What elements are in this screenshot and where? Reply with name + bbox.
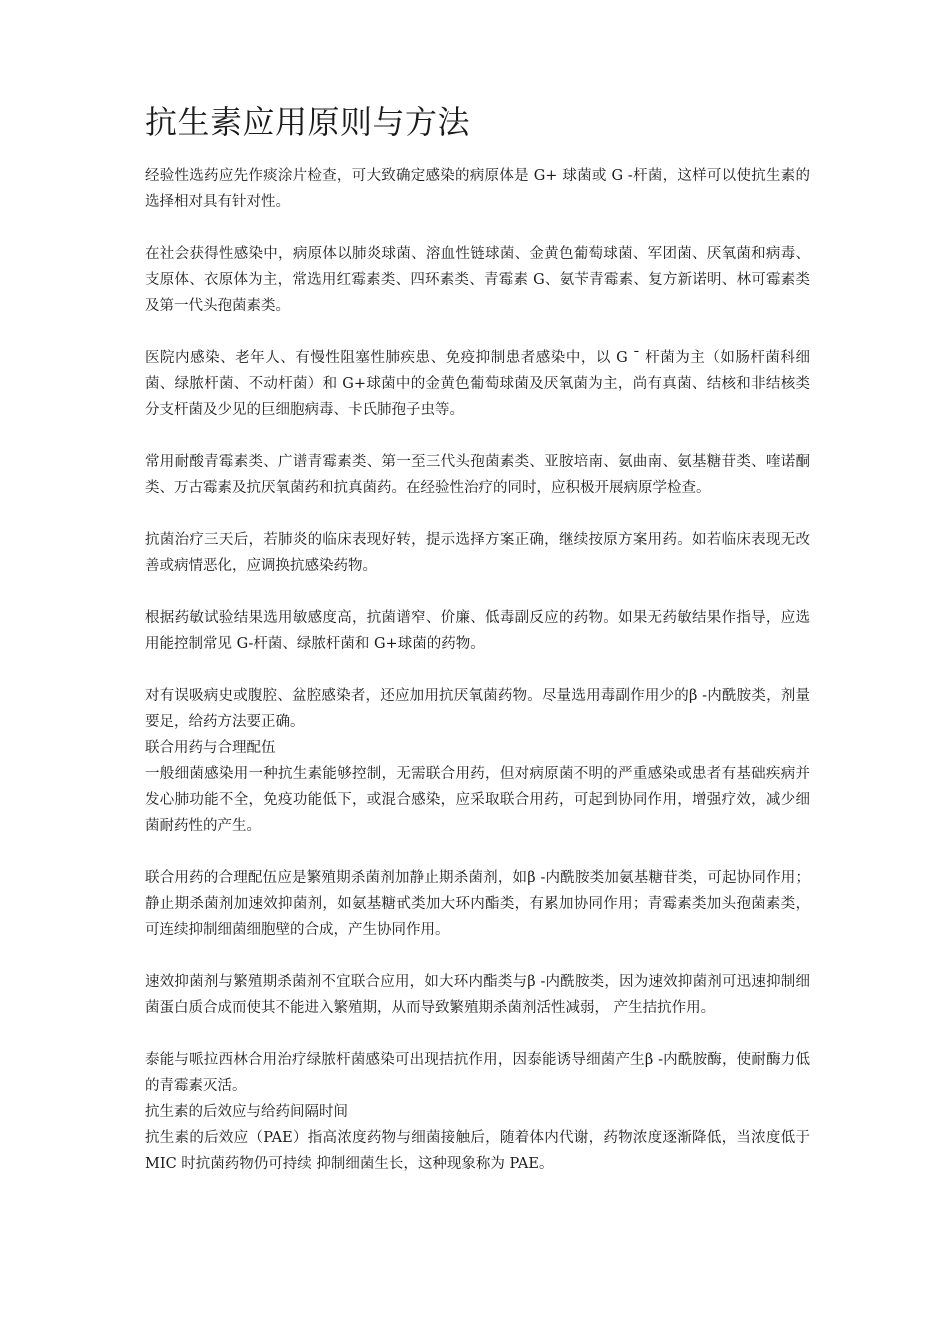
paragraph-combination-intro: 一般细菌感染用一种抗生素能够控制，无需联合用药，但对病原菌不明的严重感染或患者有基础疾病并发心肺功能不全，免疫功能低下，或混合感染，应采取联合用药，可起到协同作用，增强疗效，减少细菌耐药性的产生。	[145, 766, 810, 834]
paragraph-hospital-infection: 医院内感染、老年人、有慢性阻塞性肺疾患、免疫抑制患者感染中，以 G ¯ 杆菌为主（如肠杆菌科细菌、绿脓杆菌、不动杆菌）和 G+球菌中的金黄色葡萄球菌及厌氧菌为主，尚有真菌、结核和非结核类分支杆菌及少见的巨细胞病毒、卡氏肺孢子虫等。	[145, 350, 810, 418]
paragraph-spacer	[145, 215, 810, 241]
paragraph-spacer	[145, 943, 810, 969]
document-body	[145, 163, 810, 1177]
paragraph-spacer	[145, 579, 810, 605]
paragraph-community-infection: 在社会获得性感染中，病原体以肺炎球菌、溶血性链球菌、金黄色葡萄球菌、军团菌、厌氧菌和病毒、支原体、衣原体为主，常选用红霉素类、四环素类、青霉素 G、氨苄青霉素、复方新诺明、林可霉素类及第一代头孢菌素类。	[145, 246, 810, 314]
document-title: 抗生素应用原则与方法	[145, 103, 471, 141]
paragraph-spacer	[145, 839, 810, 865]
paragraph-empirical-selection: 经验性选药应先作痰涂片检查，可大致确定感染的病原体是 G+ 球菌或 G -杆菌，这样可以使抗生素的选择相对具有针对性。	[145, 168, 810, 210]
paragraph-aspiration: 对有误吸病史或腹腔、盆腔感染者，还应加用抗厌氧菌药物。尽量选用毒副作用少的β -内酰胺类，剂量要足，给药方法要正确。	[145, 688, 810, 730]
paragraph-pae-definition: 抗生素的后效应（PAE）指高浓度药物与细菌接触后，随着体内代谢，药物浓度逐渐降低，当浓度低于 MIC 时抗菌药物仍可持续 抑制细菌生长，这种现象称为 PAE。	[145, 1130, 810, 1172]
section-heading-post-effect: 抗生素的后效应与给药间隔时间	[145, 1104, 348, 1120]
paragraph-spacer	[145, 319, 810, 345]
paragraph-antagonism: 速效抑菌剂与繁殖期杀菌剂不宜联合应用，如大环内酯类与β -内酰胺类，因为速效抑菌剂可迅速抑制细菌蛋白质合成而使其不能进入繁殖期，从而导致繁殖期杀菌剂活性减弱， 产生拮抗作用。	[145, 974, 810, 1016]
paragraph-spacer	[145, 657, 810, 683]
paragraph-rational-combination: 联合用药的合理配伍应是繁殖期杀菌剂加静止期杀菌剂，如β -内酰胺类加氨基糖苷类，可起协同作用；静止期杀菌剂加速效抑菌剂，如氨基糖甙类加大环内酯类，有累加协同作用；青霉素类加头孢菌素类，可连续抑制细菌细胞壁的合成，产生协同作用。	[145, 870, 810, 938]
paragraph-common-drugs: 常用耐酸青霉素类、广谱青霉素类、第一至三代头孢菌素类、亚胺培南、氨曲南、氨基糖苷类、喹诺酮类、万古霉素及抗厌氧菌药和抗真菌药。在经验性治疗的同时，应积极开展病原学检查。	[145, 454, 810, 496]
paragraph-sensitivity-test: 根据药敏试验结果选用敏感度高，抗菌谱窄、价廉、低毒副反应的药物。如果无药敏结果作指导，应选用能控制常见 G-杆菌、绿脓杆菌和 G+球菌的药物。	[145, 610, 810, 652]
paragraph-spacer	[145, 423, 810, 449]
section-heading-combination: 联合用药与合理配伍	[145, 740, 276, 756]
paragraph-imipenem-piperacillin: 泰能与哌拉西林合用治疗绿脓杆菌感染可出现拮抗作用，因泰能诱导细菌产生β -内酰胺酶，使耐酶力低的青霉素灭活。	[145, 1052, 810, 1094]
paragraph-three-days: 抗菌治疗三天后，若肺炎的临床表现好转，提示选择方案正确，继续按原方案用药。如若临床表现无改善或病情恶化，应调换抗感染药物。	[145, 532, 810, 574]
paragraph-spacer	[145, 1021, 810, 1047]
paragraph-spacer	[145, 501, 810, 527]
